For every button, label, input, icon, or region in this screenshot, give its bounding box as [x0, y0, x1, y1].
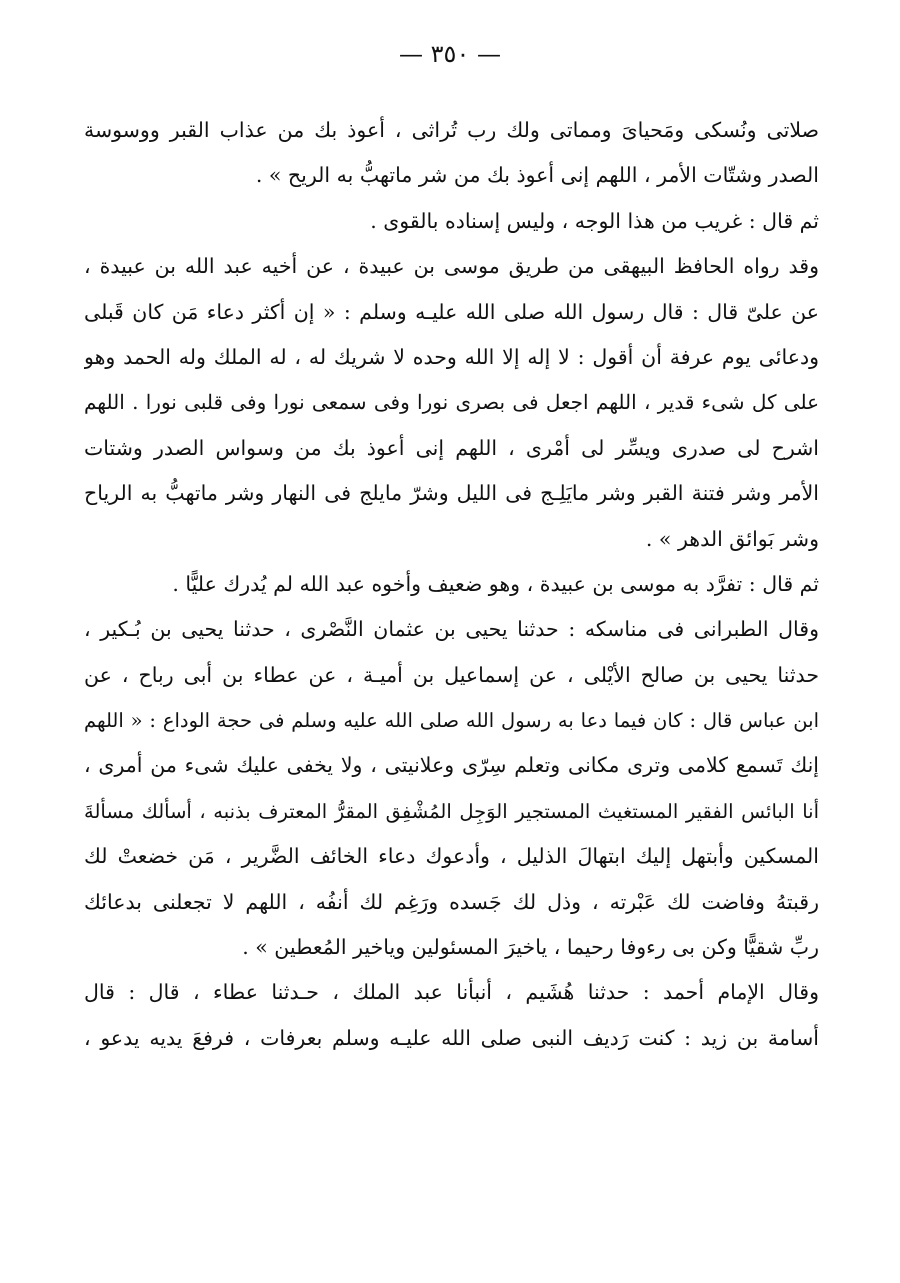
text-line: وقد رواه الحافظ البيهقى من طريق موسى بن عبيدة ، عن أخيه عبد الله بن عبيدة ،	[84, 254, 819, 279]
text-line: اشرح لى صدرى ويسِّر لى أمْرى ، اللهم إنى أعوذ بك من وسواس الصدر وشتات	[84, 435, 819, 460]
text-line: وقال الطبرانى فى مناسكه : حدثنا يحيى بن عثمان النَّصْرى ، حدثنا يحيى بن بُـكير ،	[84, 617, 819, 642]
text-line: الصدر وشتّات الأمر ، اللهم إنى أعوذ بك من شر ماتهبُّ به الريح » .	[255, 163, 819, 188]
text-line: حدثنا يحيى بن صالح الأيْلى ، عن إسماعيل بن أميـة ، عن عطاء بن أبى رباح ، عن	[84, 662, 819, 687]
text-line: ابن عباس قال : كان فيما دعا به رسول الله صلى الله عليه وسلم فى حجة الوداع : « اللهم	[84, 709, 819, 733]
text-line: الأمر وشر فتنة القبر وشر مايَلِـج فى الليل وشرّ مايلج فى النهار وشر ماتهبُّ به الرياح	[84, 481, 819, 506]
body-text	[84, 108, 819, 1061]
text-line: ودعائى يوم عرفة أن أقول : لا إله إلا الله وحده لا شريك له ، له الملك وله الحمد وهو	[84, 344, 819, 369]
text-line: ثم قال : غريب من هذا الوجه ، وليس إسناده بالقوى .	[370, 208, 819, 233]
text-line: ثم قال : تفرَّد به موسى بن عبيدة ، وهو ضعيف وأخوه عبد الله لم يُدرك عليًّا .	[172, 571, 819, 596]
page-number: — ٣٥٠ —	[399, 40, 501, 68]
text-line: المسكين وأبتهل إليك ابتهالَ الذليل ، وأدعوك دعاء الخائف الضَّرير ، مَن خضعتْ لك	[84, 844, 819, 869]
text-line: وقال الإمام أحمد : حدثنا هُشَيم ، أنبأنا عبد الملك ، حـدثنا عطاء ، قال : قال	[84, 980, 819, 1005]
text-line: أسامة بن زيد : كنت رَديف النبى صلى الله عليـه وسلم بعرفات ، فرفعَ يديه يدعو ،	[84, 1025, 819, 1050]
text-line: وشر بَوائق الدهر » .	[645, 526, 819, 551]
text-line: عن علىّ قال : قال رسول الله صلى الله عليـه وسلم : « إن أكثر دعاء مَن كان قَبلى	[84, 299, 819, 324]
text-line: على كل شىء قدير ، اللهم اجعل فى بصرى نورا وفى سمعى نورا وفى قلبى نورا . اللهم	[84, 390, 819, 415]
text-line: ربِّ شقيًّا وكن بى رءوفا رحيما ، ياخيرَ المسئولين وياخير المُعطين » .	[242, 935, 819, 960]
text-line: صلاتى ونُسكى ومَحياىَ ومماتى ولك رب تُراثى ، أعوذ بك من عذاب القبر ووسوسة	[84, 118, 819, 142]
text-line: أنا البائس الفقير المستغيث المستجير الوَجِل المُشْفِق المقرُّ المعترف بذنبه ، أسألك مسألةَ	[84, 799, 819, 823]
text-line: إنك تَسمع كلامى وترى مكانى وتعلم سِرّى وعلانيتى ، ولا يخفى عليك شىء من أمرى ،	[84, 753, 819, 778]
text-line: رقبتهُ وفاضت لك عَبْرته ، وذل لك جَسده ورَغِم لك أنفُه ، اللهم لا تجعلنى بدعائك	[84, 889, 819, 914]
